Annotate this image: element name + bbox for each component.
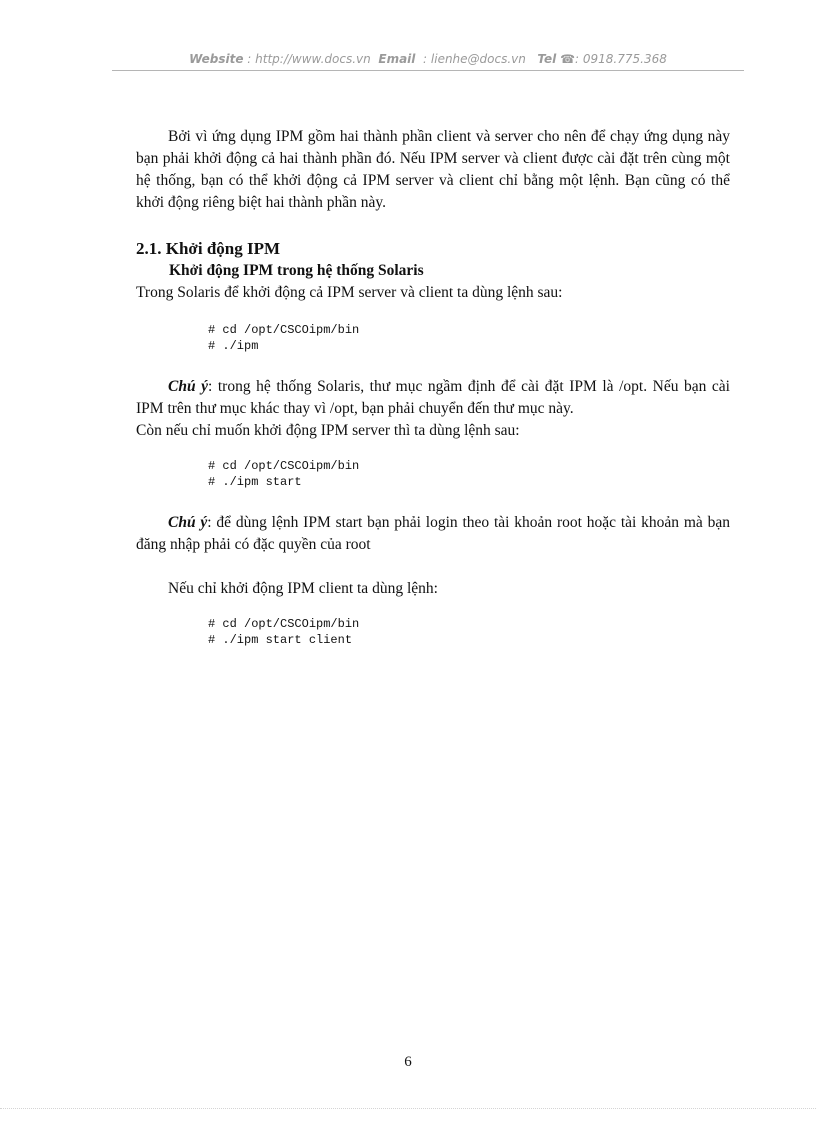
code-block-1 [136, 322, 730, 354]
tel-label: Tel [537, 52, 557, 66]
code-line: # ./ipm start client [208, 633, 353, 647]
note-1-label: Chú ý [168, 378, 209, 395]
intro-paragraph: Bởi vì ứng dụng IPM gồm hai thành phần client và server cho nên để chạy ứng dụng này bạn phải khởi động cả hai thành phần đó. Nếu IPM server và client được cài đặt trên cùng một hệ thống, bạn có thể khởi động cả IPM server và client chỉ bằng một lệnh. Bạn cũng có thể khởi động riêng biệt hai thành phần này. [136, 128, 730, 211]
tel-value: : 0918.775.368 [575, 52, 667, 66]
header-divider [112, 70, 744, 71]
email-value: : lienhe@docs.vn [423, 52, 526, 66]
code-line: # ./ipm [208, 339, 259, 353]
phone-icon: ☎ [560, 52, 576, 66]
email-label: Email [378, 52, 416, 66]
website-label: Website [189, 52, 244, 66]
code-block-2 [136, 458, 730, 490]
website-value: : http://www.docs.vn [247, 52, 371, 66]
solaris-paragraph: Trong Solaris để khởi động cả IPM server và client ta dùng lệnh sau: [136, 284, 563, 301]
note-2-text: : để dùng lệnh IPM start bạn phải login theo tài khoản root hoặc tài khoản mà bạn đăng nhập phải có đặc quyền của root [136, 514, 730, 553]
footer-divider [0, 1108, 816, 1109]
note-1-text: : trong hệ thống Solaris, thư mục ngầm định để cài đặt IPM là /opt. Nếu bạn cài IPM trên thư mục khác thay vì /opt, bạn phải chuyển đến thư mục này. [136, 378, 730, 417]
section-subheading: Khởi động IPM trong hệ thống Solaris [169, 262, 424, 279]
code-line: # cd /opt/CSCOipm/bin [208, 323, 360, 337]
code-block-3 [136, 616, 730, 648]
code-line: # cd /opt/CSCOipm/bin [208, 459, 360, 473]
code-line: # cd /opt/CSCOipm/bin [208, 617, 360, 631]
page-header [112, 52, 744, 66]
page-number: 6 [404, 1054, 412, 1070]
note-1 [136, 376, 730, 420]
client-paragraph: Nếu chỉ khởi động IPM client ta dùng lệnh: [168, 580, 438, 597]
server-paragraph: Còn nếu chỉ muốn khởi động IPM server thì ta dùng lệnh sau: [136, 422, 520, 439]
document-body [136, 126, 730, 648]
section-heading: 2.1. Khởi động IPM [136, 239, 281, 258]
note-2-label: Chú ý [168, 514, 208, 531]
note-2 [136, 512, 730, 556]
code-line: # ./ipm start [208, 475, 302, 489]
